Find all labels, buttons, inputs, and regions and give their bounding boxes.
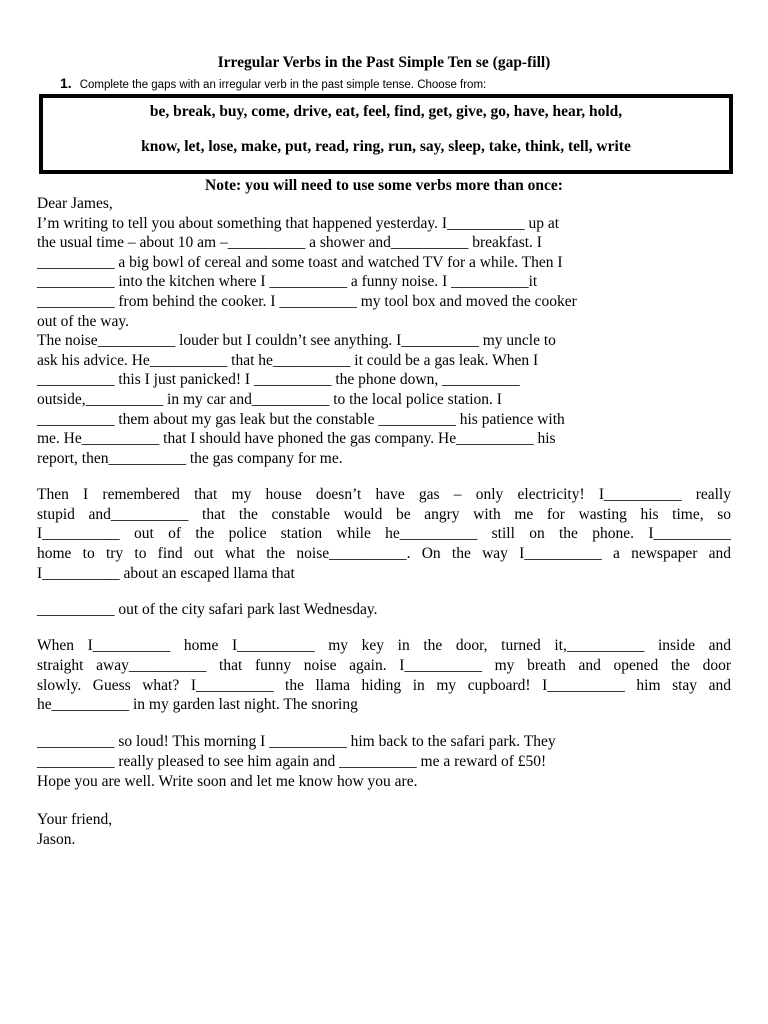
letter-line: __________ so loud! This morning I __________ him back to the safari park. They [37,733,556,750]
letter-line: The noise__________ louder but I couldn’t see anything. I__________ my uncle to [37,332,556,349]
closing: Your friend, [37,811,113,828]
instruction-text: Complete the gaps with an irregular verb in the past simple tense. Choose from: [79,79,487,91]
letter-line: me. He__________ that I should have phoned the gas company. He__________ his [37,430,556,447]
letter-line: he__________ in my garden last night. The snoring [37,696,358,713]
letter-line: __________ into the kitchen where I __________ a funny noise. I __________it [37,273,538,290]
letter-line: When I__________ home I__________ my key in the door, turned it,__________ inside and [37,637,731,654]
verb-list-line: be, break, buy, come, drive, eat, feel, find, get, give, go, have, hear, hold, [149,103,623,120]
letter-line: __________ really pleased to see him again and __________ me a reward of £50! [37,753,547,770]
letter-line: __________ from behind the cooker. I __________ my tool box and moved the cooker [37,293,577,310]
verb-list-line: know, let, lose, make, put, read, ring, run, say, sleep, take, think, tell, write [141,138,631,155]
letter-line: I’m writing to tell you about something that happened yesterday. I__________ up at [37,215,560,232]
salutation: Dear James, [37,195,113,212]
letter-line: __________ out of the city safari park last Wednesday. [37,601,378,618]
letter-line: report, then__________ the gas company for me. [37,450,343,467]
letter-line: __________ them about my gas leak but the constable __________ his patience with [37,411,565,428]
page-title: Irregular Verbs in the Past Simple Ten se (gap-fill) [217,54,551,71]
letter-line: Then I remembered that my house doesn’t have gas – only electricity! I__________ really [37,486,731,503]
letter-line: __________ this I just panicked! I __________ the phone down, __________ [37,371,520,388]
letter-line: ask his advice. He__________ that he__________ it could be a gas leak. When I [37,352,539,369]
letter-line: stupid and__________ that the constable would be angry with me for wasting his time, so [37,506,731,523]
letter-line: I__________ about an escaped llama that [37,565,295,582]
letter-line: I__________ out of the police station while he__________ still on the phone. I__________ [37,525,731,542]
question-number: 1. [60,75,72,91]
note: Note: you will need to use some verbs more than once: [205,177,563,194]
instruction [60,76,486,93]
letter-line: home to try to find out what the noise__________. On the way I__________ a newspaper and [37,545,731,562]
letter-line: straight away__________ that funny noise again. I__________ my breath and opened the door [37,657,731,674]
verb-list-box [39,94,733,174]
letter-line: the usual time – about 10 am –__________ a shower and__________ breakfast. I [37,234,542,251]
letter-line: slowly. Guess what? I__________ the llama hiding in my cupboard! I__________ him stay and [37,677,731,694]
letter-line: out of the way. [37,313,129,330]
letter-line: __________ a big bowl of cereal and some toast and watched TV for a while. Then I [37,254,563,271]
letter-line: Hope you are well. Write soon and let me know how you are. [37,773,418,790]
letter-line: outside,__________ in my car and__________ to the local police station. I [37,391,502,408]
signature-name: Jason. [37,831,76,848]
